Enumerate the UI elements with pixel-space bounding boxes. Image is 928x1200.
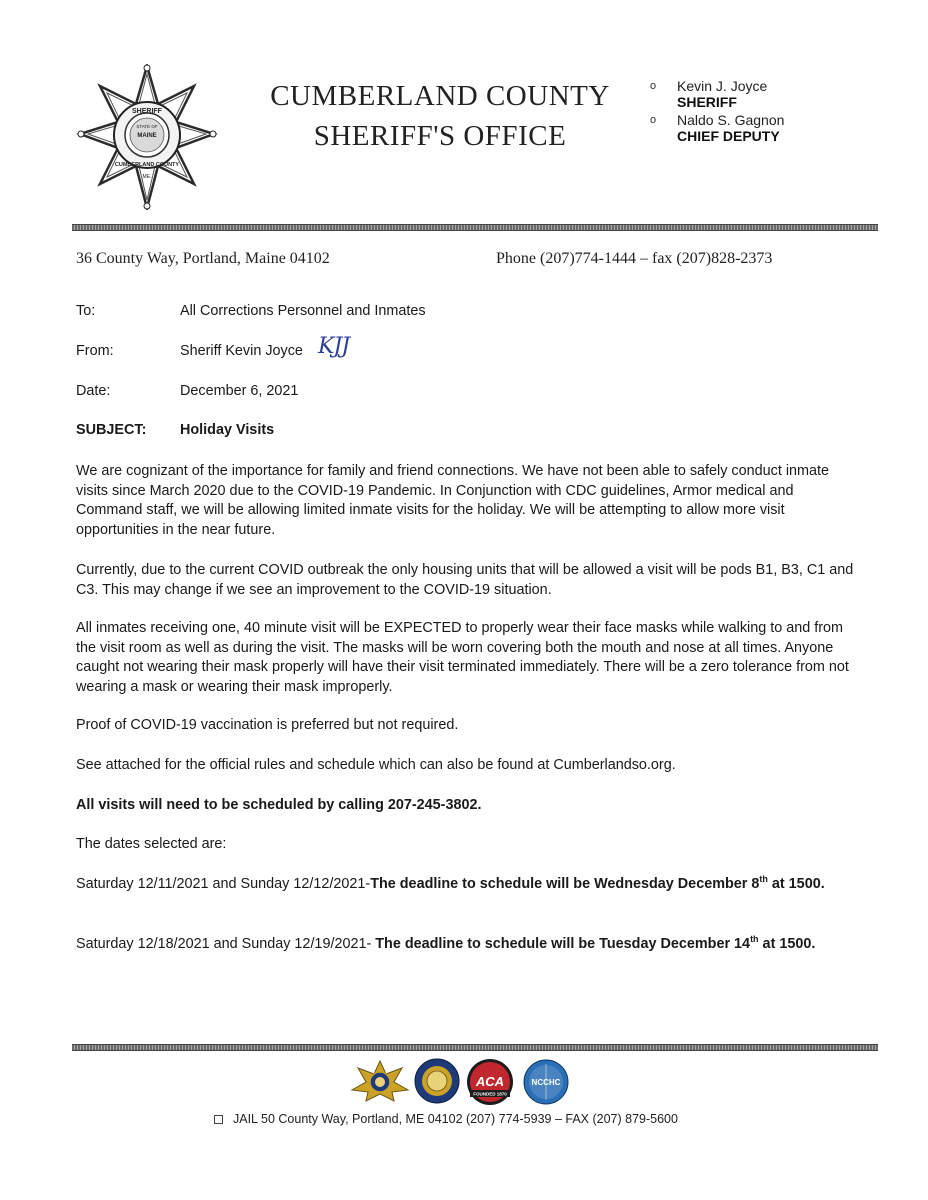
from-value: Sheriff Kevin Joyce: [180, 343, 303, 359]
ncchc-badge-text: NCCHC: [531, 1078, 561, 1087]
office-address: 36 County Way, Portland, Maine 04102: [76, 250, 330, 267]
visit-dates-1-deadline: The deadline to schedule will be Wednesday December 8: [370, 876, 760, 892]
subject-label: SUBJECT:: [76, 422, 147, 438]
aca-accreditation-badge: [462, 1058, 518, 1106]
visit-dates-1-time: at 1500.: [767, 876, 825, 892]
paragraph-vaccination: Proof of COVID-19 vaccination is preferred but not required.: [76, 717, 459, 733]
subject-value: Holiday Visits: [180, 422, 275, 438]
sheriff-star-seal: [76, 64, 218, 210]
visit-dates-2-deadline: The deadline to schedule will be Tuesday December 14: [375, 936, 751, 952]
jail-address-text: JAIL 50 County Way, Portland, ME 04102 (207) 774-5939 – FAX (207) 879-5600: [233, 1112, 678, 1126]
paragraph-mask-policy: All inmates receiving one, 40 minute visit will be EXPECTED to properly wear their face masks while walking to and from the visit room as well as during the visit. The masks will be worn covering both the mouth and nose at all times. Anyone caught not wearing their mask properly will have their visit terminated immediately. There will be a zero tolerance from not wearing a mask or wearing their mask improperly.: [76, 620, 849, 695]
org-name-line2: SHERIFF'S OFFICE: [313, 120, 567, 152]
officer-2-name: Naldo S. Gagnon: [677, 112, 785, 128]
seal-top-text: SHERIFF: [132, 108, 162, 115]
officer-2-title: CHIEF DEPUTY: [677, 128, 780, 144]
jail-address-line: [214, 1112, 678, 1126]
paragraph-intro: We are cognizant of the importance for family and friend connections. We have not been able to safely conduct inmate visits since March 2020 due to the COVID-19 Pandemic. In Conjunction with CDC guidelines, Armor medical and Command staff, we will be allowing limited inmate visits for the holiday. We will be attempting to allow more visit opportunities in the near future.: [76, 463, 830, 538]
seal-inner-bottom-text: ME.: [142, 174, 152, 180]
footer-divider: [72, 1044, 878, 1051]
officer-1-name: Kevin J. Joyce: [677, 78, 768, 94]
visit-dates-1-days: Saturday 12/11/2021 and Sunday 12/12/2021-: [76, 876, 371, 892]
org-name-line1: CUMBERLAND COUNTY: [270, 80, 610, 112]
from-label: From:: [76, 343, 114, 359]
visit-dates-2-time: at 1500.: [758, 936, 816, 952]
visit-dates-2: [76, 935, 856, 955]
sheriffs-association-badge: [350, 1060, 410, 1102]
signature-initials: KJJ: [318, 334, 350, 359]
aca-founded-text: FOUNDED 1870: [473, 1091, 507, 1097]
date-label: Date:: [76, 383, 111, 399]
paragraph-scheduling-phone: All visits will need to be scheduled by calling 207-245-3802.: [76, 797, 482, 813]
visit-dates-2-days: Saturday 12/18/2021 and Sunday 12/19/2021-: [76, 936, 376, 952]
seal-inner-mid-text: MAINE: [137, 133, 157, 139]
to-label: To:: [76, 303, 96, 319]
footer-checkbox-icon: [214, 1115, 223, 1124]
officer-1-title: SHERIFF: [677, 94, 737, 110]
visit-dates-1-suffix: th: [759, 874, 768, 885]
seal-inner-top-text: STATE OF: [136, 124, 158, 129]
header-divider: [72, 224, 878, 231]
visit-dates-1: [76, 875, 856, 895]
aca-badge-text: ACA: [475, 1074, 505, 1089]
ncchc-accreditation-badge: [522, 1058, 570, 1106]
date-value: December 6, 2021: [180, 383, 299, 399]
corrections-association-seal: [414, 1056, 460, 1106]
officer-bullet-1: o: [650, 80, 657, 92]
paragraph-dates-intro: The dates selected are:: [76, 836, 227, 852]
seal-bottom-text: CUMBERLAND COUNTY: [114, 162, 180, 168]
to-value: All Corrections Personnel and Inmates: [180, 303, 426, 319]
paragraph-rules-link: See attached for the official rules and schedule which can also be found at Cumberlandso.org.: [76, 757, 676, 773]
officer-bullet-2: o: [650, 114, 657, 126]
office-phone-fax: Phone (207)774-1444 – fax (207)828-2373: [496, 250, 773, 267]
visit-dates-2-suffix: th: [750, 934, 759, 945]
paragraph-housing-units: Currently, due to the current COVID outbreak the only housing units that will be allowed a visit will be pods B1, B3, C1 and C3. This may change if we see an improvement to the COVID-19 situation.: [76, 562, 854, 598]
